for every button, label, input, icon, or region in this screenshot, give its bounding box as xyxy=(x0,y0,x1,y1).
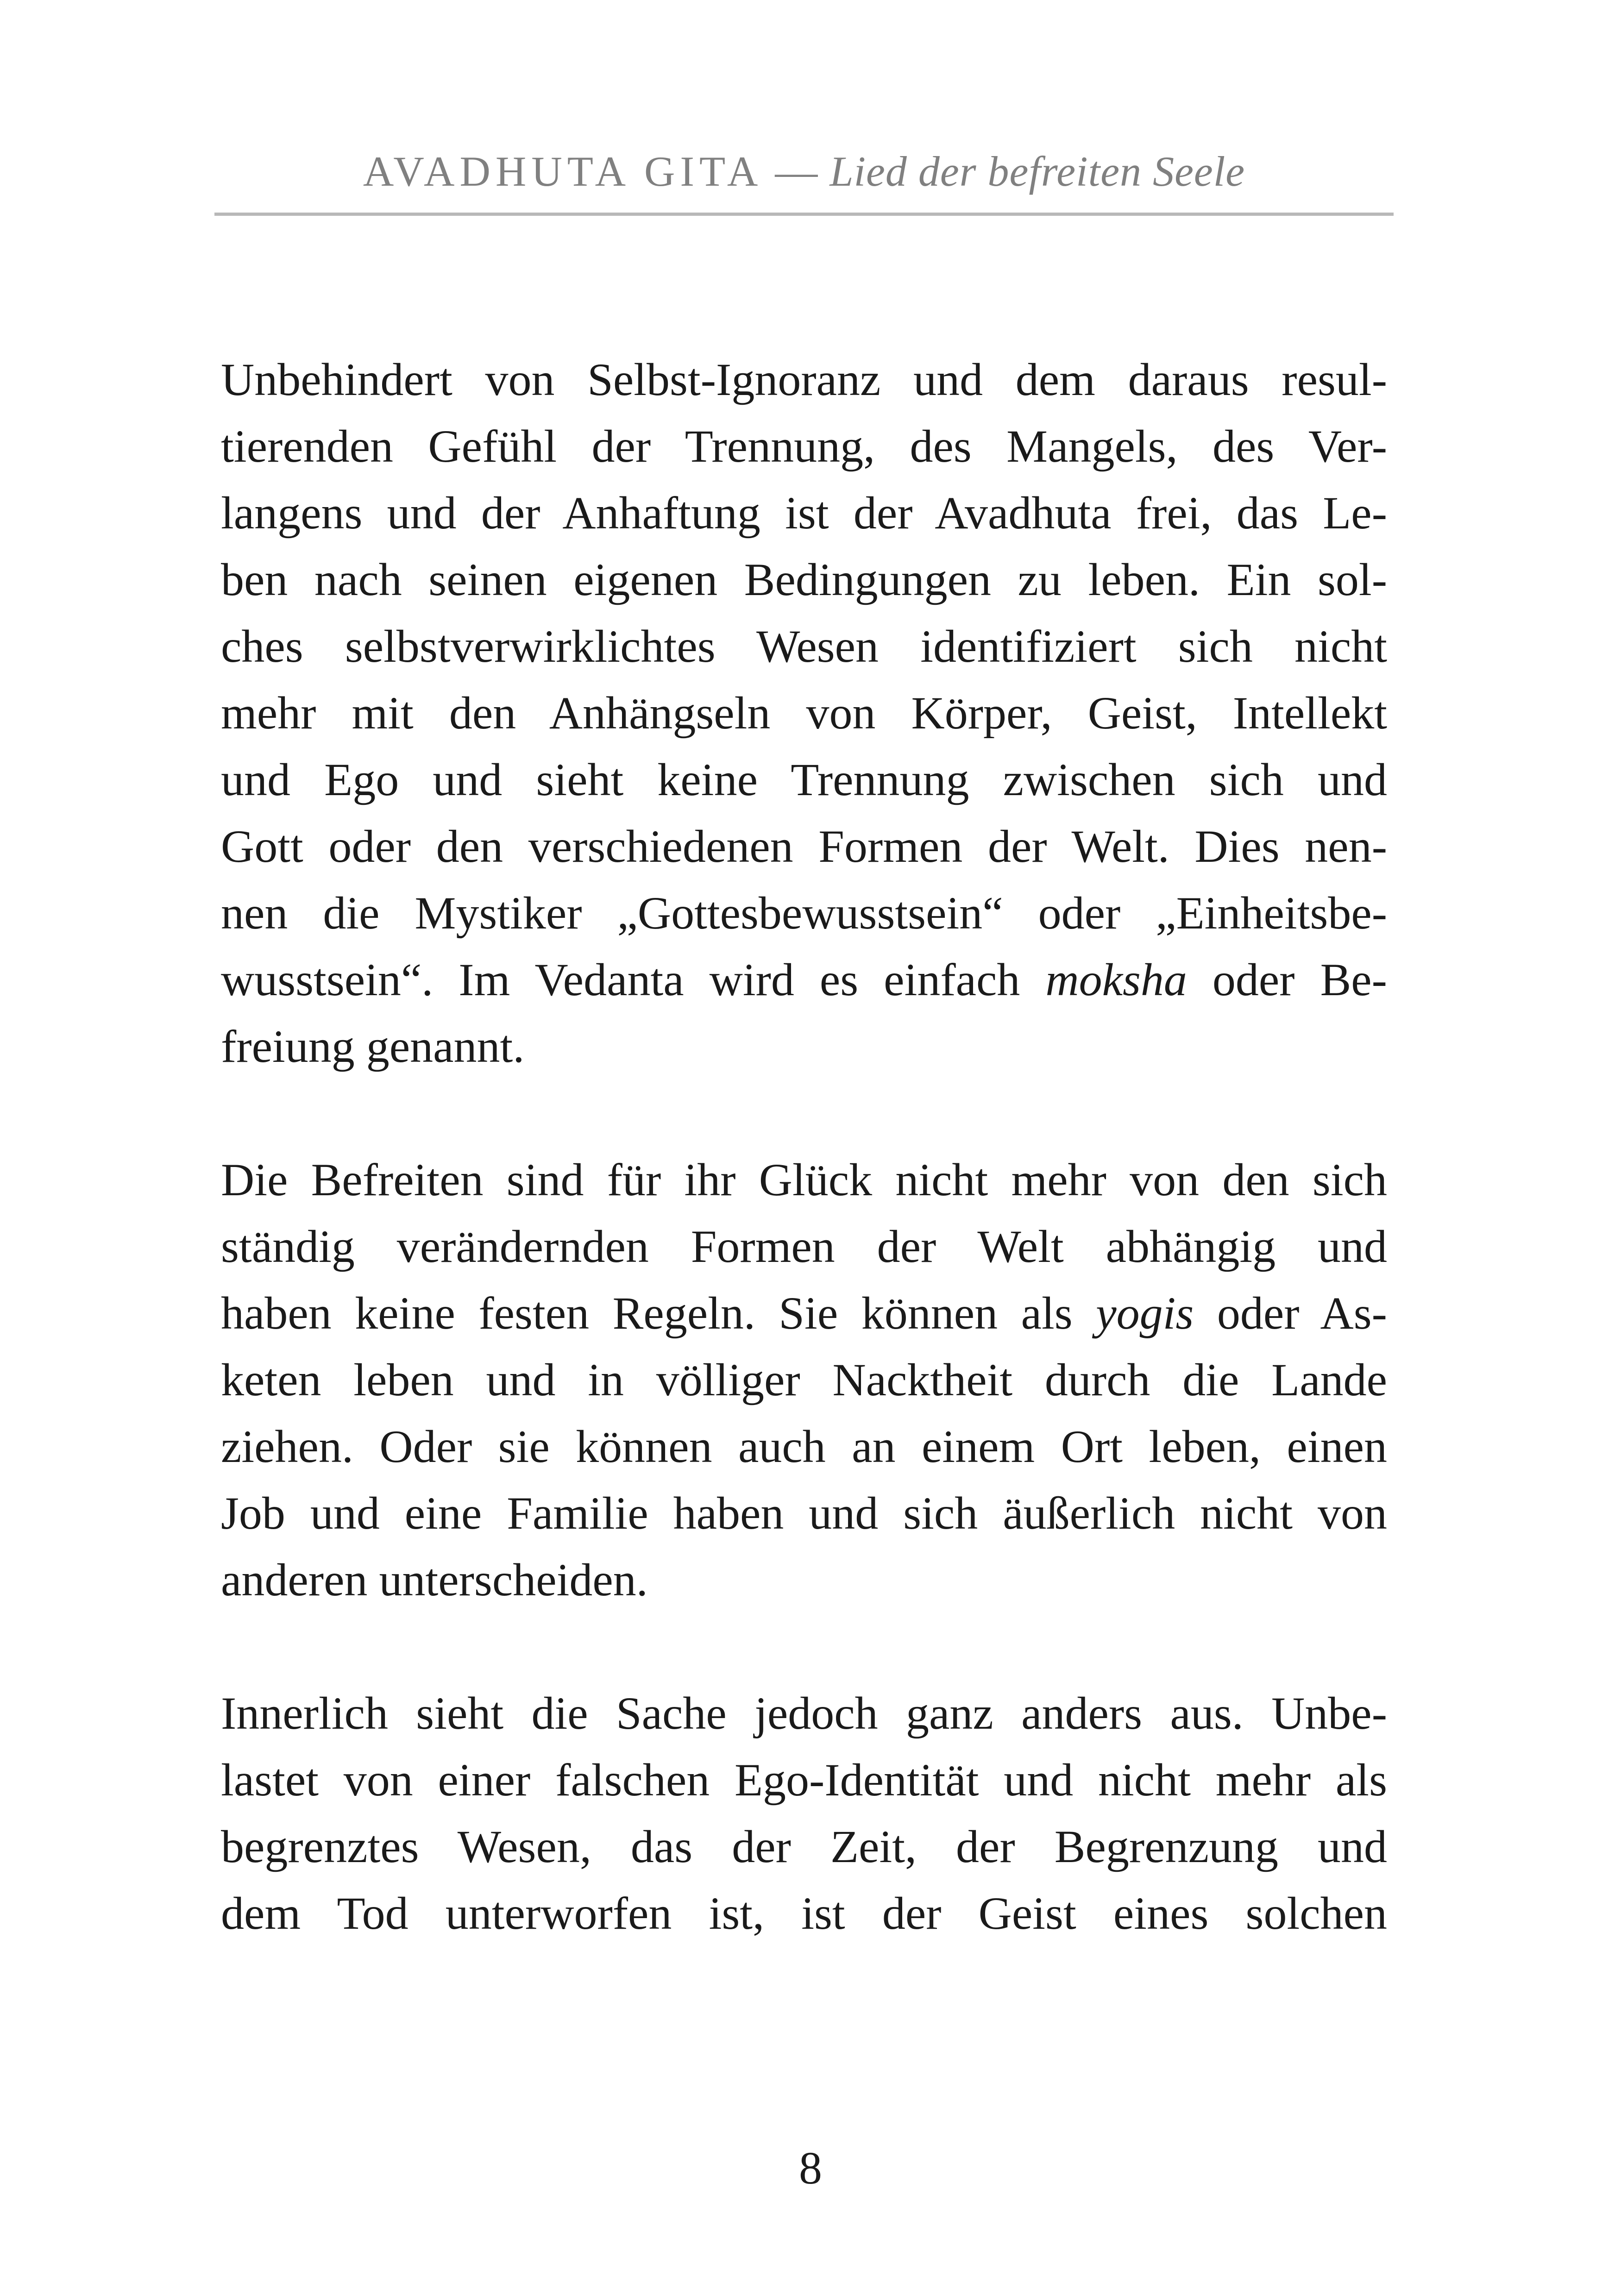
text-line: Gott oder den verschiedenen Formen der Welt. Dies nen- xyxy=(221,821,1387,872)
text-line: Innerlich sieht die Sache jedoch ganz anders aus. Unbe- xyxy=(221,1687,1387,1739)
text-run: wusstsein“. Im Vedanta wird es einfach xyxy=(221,954,1046,1005)
body-text xyxy=(221,346,1387,1947)
text-line: Job und eine Familie haben und sich äußerlich nicht von xyxy=(221,1487,1387,1539)
text-line xyxy=(221,1280,1387,1347)
running-header xyxy=(214,139,1394,204)
text-run: oder Be- xyxy=(1187,954,1387,1005)
text-line: dem Tod unterworfen ist, ist der Geist eines solchen xyxy=(221,1888,1387,1939)
text-line: langens und der Anhaftung ist der Avadhuta frei, das Le- xyxy=(221,487,1387,539)
text-line: keten leben und in völliger Nacktheit durch die Lande xyxy=(221,1354,1387,1405)
text-line: tierenden Gefühl der Trennung, des Mangels, des Ver- xyxy=(221,420,1387,472)
italic-term-yogis: yogis xyxy=(1096,1287,1194,1339)
text-line: freiung genannt. xyxy=(221,1021,525,1072)
book-title: AVADHUTA GITA xyxy=(363,148,763,195)
paragraph-gap xyxy=(221,1613,1387,1680)
paragraph-gap xyxy=(221,1080,1387,1147)
header-separator: — xyxy=(775,148,818,195)
text-line: ben nach seinen eigenen Bedingungen zu leben. Ein sol- xyxy=(221,554,1387,605)
text-run: haben keine festen Regeln. Sie können als xyxy=(221,1287,1096,1339)
text-line xyxy=(221,947,1387,1013)
text-line: ziehen. Oder sie können auch an einem Ort leben, einen xyxy=(221,1421,1387,1472)
text-line: ständig verändernden Formen der Welt abhängig und xyxy=(221,1221,1387,1272)
page-number: 8 xyxy=(799,2142,822,2194)
text-run: oder As- xyxy=(1194,1287,1387,1339)
text-line: anderen unterscheiden. xyxy=(221,1554,648,1606)
text-line: ches selbstverwirklichtes Wesen identifiziert sich nicht xyxy=(221,621,1387,672)
paragraph xyxy=(221,1147,1387,1613)
paragraph xyxy=(221,346,1387,1080)
paragraph xyxy=(221,1680,1387,1947)
italic-term-moksha: moksha xyxy=(1045,954,1187,1005)
header-rule xyxy=(214,213,1394,216)
text-line: Die Befreiten sind für ihr Glück nicht mehr von den sich xyxy=(221,1154,1387,1205)
text-line: Unbehindert von Selbst-Ignoranz und dem daraus resul- xyxy=(221,354,1387,405)
text-line: lastet von einer falschen Ego-Identität und nicht mehr als xyxy=(221,1754,1387,1806)
text-line: und Ego und sieht keine Trennung zwischen sich und xyxy=(221,754,1387,805)
book-subtitle: Lied der befreiten Seele xyxy=(829,148,1245,195)
text-line: nen die Mystiker „Gottesbewusstsein“ oder „Einheitsbe- xyxy=(221,887,1387,939)
text-line: begrenztes Wesen, das der Zeit, der Begrenzung und xyxy=(221,1821,1387,1872)
text-line: mehr mit den Anhängseln von Körper, Geist, Intellekt xyxy=(221,687,1387,739)
